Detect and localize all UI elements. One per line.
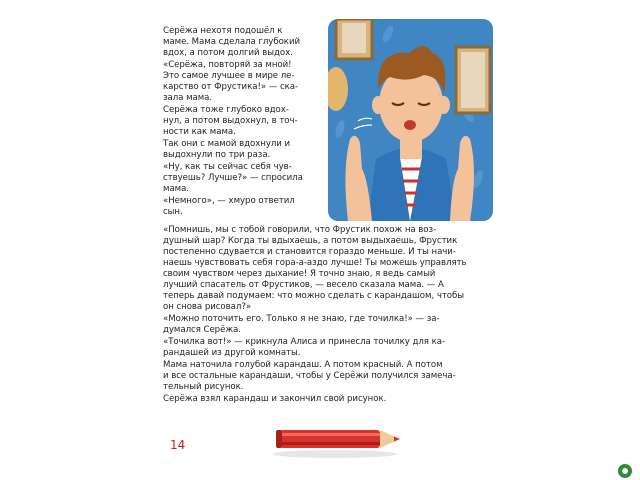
paragraph [163,314,493,336]
paragraph [163,337,493,359]
text-line: «Ну, как ты сейчас себя чув- [163,162,292,172]
text-line: Серёжа тоже глубоко вдох- [163,105,289,115]
text-line: «Немного», — хмуро ответил [163,196,295,206]
text-line: Серёжа нехотя подошёл к [163,26,283,36]
text-line: маме. Мама сделала глубокий [163,37,301,47]
text-line: карство от Фрустика!» — ска- [163,82,299,92]
text-line: душный шар? Когда ты вдыхаешь, а потом выдыхаешь, Фрустик [163,236,458,246]
text-line: вдох, а потом долгий выдох. [163,48,293,58]
text-line: «Точилка вот!» — крикнула Алиса и принесла точилку для ка- [163,337,446,347]
text-line: тельный рисунок. [163,382,244,392]
text-line: рандашей из другой комнаты. [163,348,301,358]
pencil-icon [270,420,410,460]
text-line: ности как мама. [163,127,236,137]
paragraph [163,139,323,161]
text-line: Это самое лучшее в мире ле- [163,71,295,81]
text-line: сын. [163,207,183,217]
text-line: Серёжа взял карандаш и закончил свой рисунок. [163,394,387,404]
paragraph [163,225,493,313]
text-line: «Можно поточить его. Только я не знаю, где точилка!» — за- [163,314,440,324]
text-line: наешь чувствовать себя гора-а-аздо лучше! Ты можешь управлять [163,258,467,268]
paragraph [163,394,493,405]
text-line: нул, а потом выдохнул, в точ- [163,116,298,126]
text-line: лучший спасатель от Фрустиков, — весело сказала мама. — А [163,280,444,290]
paragraph [163,60,323,104]
text-line: и все остальные карандаши, чтобы у Серёжи получился замеча- [163,371,456,381]
paragraph [163,162,323,195]
paragraph [163,360,493,393]
text-line: Так они с мамой вдохнули и [163,139,291,149]
paragraph [163,105,323,138]
boy-illustration [328,19,493,221]
text-line: думался Серёжа. [163,325,241,335]
text-line: ствуешь? Лучше?» — спросила [163,173,303,183]
text-line: мама. [163,184,189,194]
text-line: «Серёжа, повторяй за мной! [163,60,292,70]
text-line: зала мама. [163,93,213,103]
paragraph [163,196,323,218]
text-line: выдохнули по три раза. [163,150,271,160]
text-line: он снова рисовал?» [163,302,252,312]
publisher-logo-icon [617,463,633,479]
text-body [163,225,493,405]
text-column [163,26,323,218]
text-line: Мама наточила голубой карандаш. А потом красный. А потом [163,360,443,370]
text-line: «Помнишь, мы с тобой говорили, что Фрустик похож на воз- [163,225,437,235]
text-line: своим чувством через дыхание! Я точно знаю, я ведь самый [163,269,436,279]
text-line: теперь давай подумаем: что можно сделать с карандашом, чтобы [163,291,464,301]
paragraph [163,26,323,59]
text-line: постепенно сдувается и становится гораздо меньше. И ты начи- [163,247,456,257]
page-number: 14 [170,438,186,452]
